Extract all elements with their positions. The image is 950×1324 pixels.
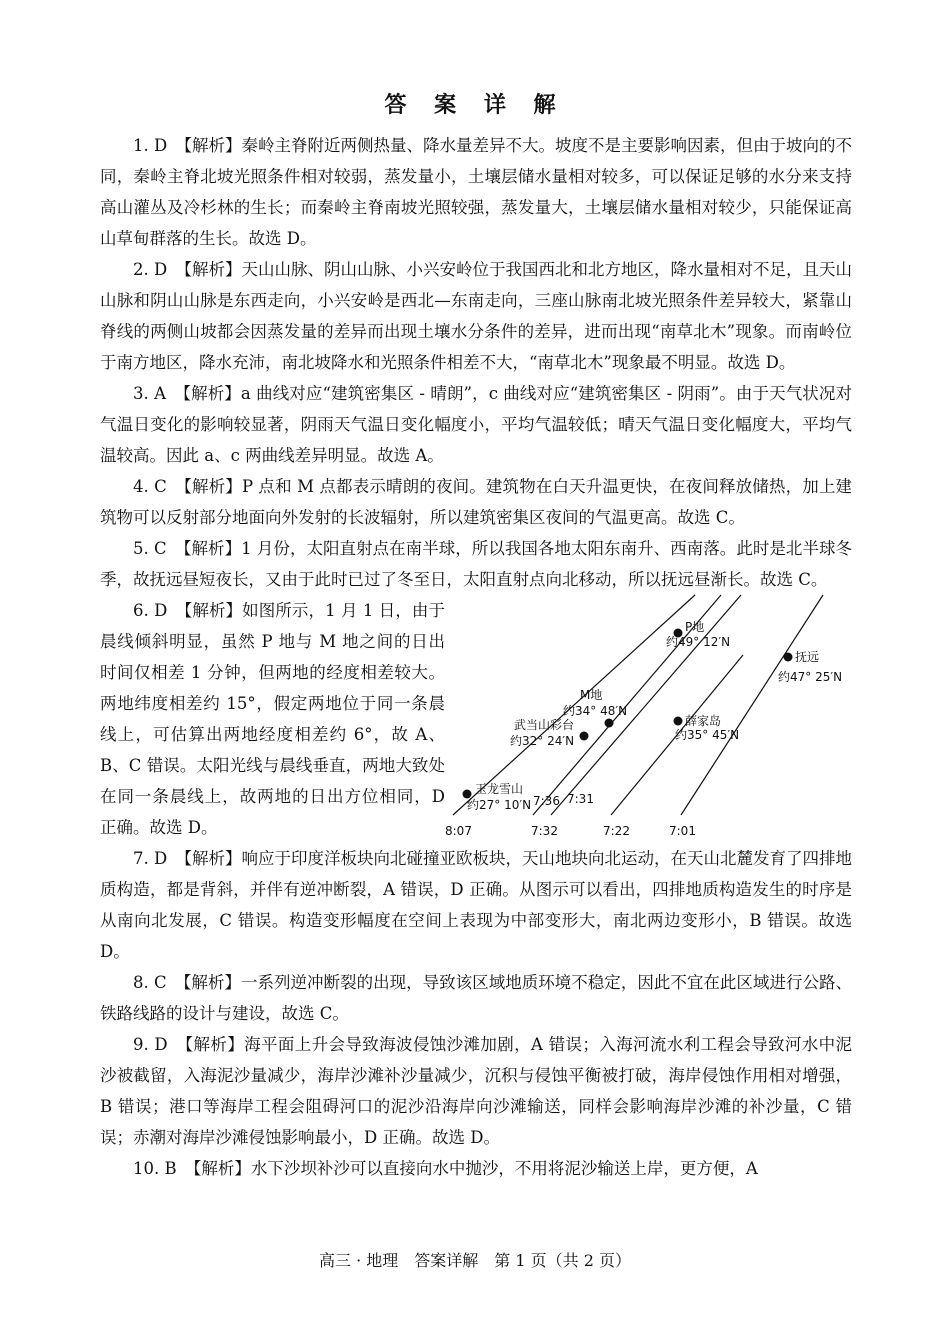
answer-6-row bbox=[100, 595, 852, 843]
answer-2: 2. D 【解析】天山山脉、阴山山脉、小兴安岭位于我国西北和北方地区，降水量相对不足，且天山山脉和阴山山脉是东西走向，小兴安岭是西北—东南走向，三座山脉南北坡光照条件差异较大，紧靠山脊线的两侧山坡都会因蒸发量的差异而出现土壤水分条件的差异，进而出现“南草北木”现象。而南岭位于南方地区，降水充沛，南北坡降水和光照条件相差不大，“南草北木”现象最不明显。故选 D。 bbox=[100, 260, 853, 372]
place-fuyuan bbox=[778, 649, 842, 684]
time-top-2: 7:31 bbox=[567, 792, 594, 806]
place-wudang bbox=[510, 717, 589, 748]
answer-3: 3. A 【解析】a 曲线对应“建筑密集区 - 晴朗”，c 曲线对应“建筑密集区 - 阴雨”。由于天气状况对气温日变化的影响较显著，阴雨天气温日变化幅度小，平均气温较低；晴天气温日变化幅度大，平均气温较高。因此 a、c 两曲线差异明显。故选 A。 bbox=[100, 384, 853, 465]
svg-text:约47° 25′N: 约47° 25′N bbox=[778, 670, 843, 684]
page-footer: 高三 · 地理 答案详解 第 1 页（共 2 页） bbox=[319, 1251, 631, 1270]
place-m-dot bbox=[605, 719, 614, 728]
svg-text:武当山彩台: 武当山彩台 bbox=[514, 718, 575, 732]
answer-10: 10. B 【解析】水下沙坝补沙可以直接向水中抛沙，不用将泥沙输送上岸，更方便，A bbox=[133, 1159, 758, 1178]
svg-text:薛家岛: 薛家岛 bbox=[685, 714, 722, 728]
place-p bbox=[666, 619, 730, 649]
answer-5: 5. C 【解析】1 月份，太阳直射点在南半球，所以我国各地太阳东南升、西南落。此时是北半球冬季，故抚远昼短夜长，又由于此时已过了冬至日，太阳直射点向北移动，所以抚远昼渐长。故选 C。 bbox=[100, 539, 853, 589]
answer-8: 8. C 【解析】一系列逆冲断裂的出现，导致该区域地质环境不稳定，因此不宜在此区域进行公路、铁路线路的设计与建设，故选 C。 bbox=[100, 973, 853, 1023]
place-xuejiadao-dot bbox=[674, 717, 683, 726]
answer-1: 1. D 【解析】秦岭主脊附近两侧热量、降水量差异不大。坡度不是主要影响因素，但由于坡向的不同，秦岭主脊北坡光照条件相对较弱，蒸发量小，土壤层储水量相对较多，可以保证足够的水分来支持高山灌丛及冷杉林的生长；而秦岭主脊南坡光照较强，蒸发量大，土壤层储水量相对较少，只能保证高山草甸群落的生长。故选 D。 bbox=[100, 136, 853, 248]
answer-4: 4. C 【解析】P 点和 M 点都表示晴朗的夜间。建筑物在白天升温更快，在夜间释放储热，加上建筑物可以反射部分地面向外发射的长波辐射，所以建筑密集区夜间的气温更高。故选 C。 bbox=[100, 477, 853, 527]
svg-text:M地: M地 bbox=[580, 688, 603, 702]
svg-text:抚远: 抚远 bbox=[795, 650, 820, 664]
page-title: 答 案 详 解 bbox=[384, 93, 566, 118]
svg-text:约32° 24′N: 约32° 24′N bbox=[510, 734, 575, 748]
place-wudang-dot bbox=[580, 732, 589, 741]
svg-text:玉龙雪山: 玉龙雪山 bbox=[475, 782, 524, 796]
svg-text:约27° 10′N: 约27° 10′N bbox=[467, 798, 532, 812]
svg-text:约49° 12′N: 约49° 12′N bbox=[666, 635, 731, 649]
answer-9: 9. D 【解析】海平面上升会导致海波侵蚀沙滩加剧，A 错误；入海河流水利工程会导致河水中泥沙被截留，入海泥沙量减少，海岸沙滩补沙量减少，沉积与侵蚀平衡被打破，海岸侵蚀作用相对增强，B 错误；港口等海岸工程会阻碍河口的泥沙沿海岸向沙滩输送，同样会影响海岸沙滩的补沙量，C 错误；赤潮对海岸沙滩侵蚀影响最小，D 正确。故选 D。 bbox=[100, 1035, 852, 1147]
time-bottom-2: 7:32 bbox=[531, 824, 558, 838]
answer-7: 7. D 【解析】响应于印度洋板块向北碰撞亚欧板块，天山地块向北运动，在天山北麓发育了四排地质构造，都是背斜，并伴有逆冲断裂，A 错误，D 正确。从图示可以看出，四排地质构造发生的时序是从南向北发展，C 错误。构造变形幅度在空间上表现为中部变形大，南北两边变形小，B 错误。故选 D。 bbox=[100, 849, 853, 961]
answer-6: 6. D 【解析】如图所示，1 月 1 日，由于晨线倾斜明显，虽然 P 地与 M 地之间的日出时间仅相差 1 分钟，但两地的经度相差较大。两地纬度相差约 15°，假定两地位于同一条晨线上，可估算出两地经度相差约 6°，故 A、B、C 错误。太阳光线与晨线垂直，两地大致处在同一条晨线上，故两地的日出方位相同，D 正确。故选 D。 bbox=[100, 601, 445, 837]
answer-body bbox=[100, 130, 852, 1184]
time-bottom-3: 7:22 bbox=[603, 824, 630, 838]
time-top-1: 7:36 bbox=[533, 794, 560, 808]
terminator-diagram bbox=[445, 595, 853, 843]
svg-text:约35° 45′N: 约35° 45′N bbox=[675, 728, 740, 742]
svg-text:约34° 48′N: 约34° 48′N bbox=[563, 704, 628, 718]
place-fuyuan-dot bbox=[784, 653, 793, 662]
time-bottom-4: 7:01 bbox=[669, 824, 696, 838]
time-bottom-1: 8:07 bbox=[445, 824, 472, 838]
place-xuejiadao bbox=[674, 713, 740, 742]
svg-text:P地: P地 bbox=[685, 620, 705, 634]
